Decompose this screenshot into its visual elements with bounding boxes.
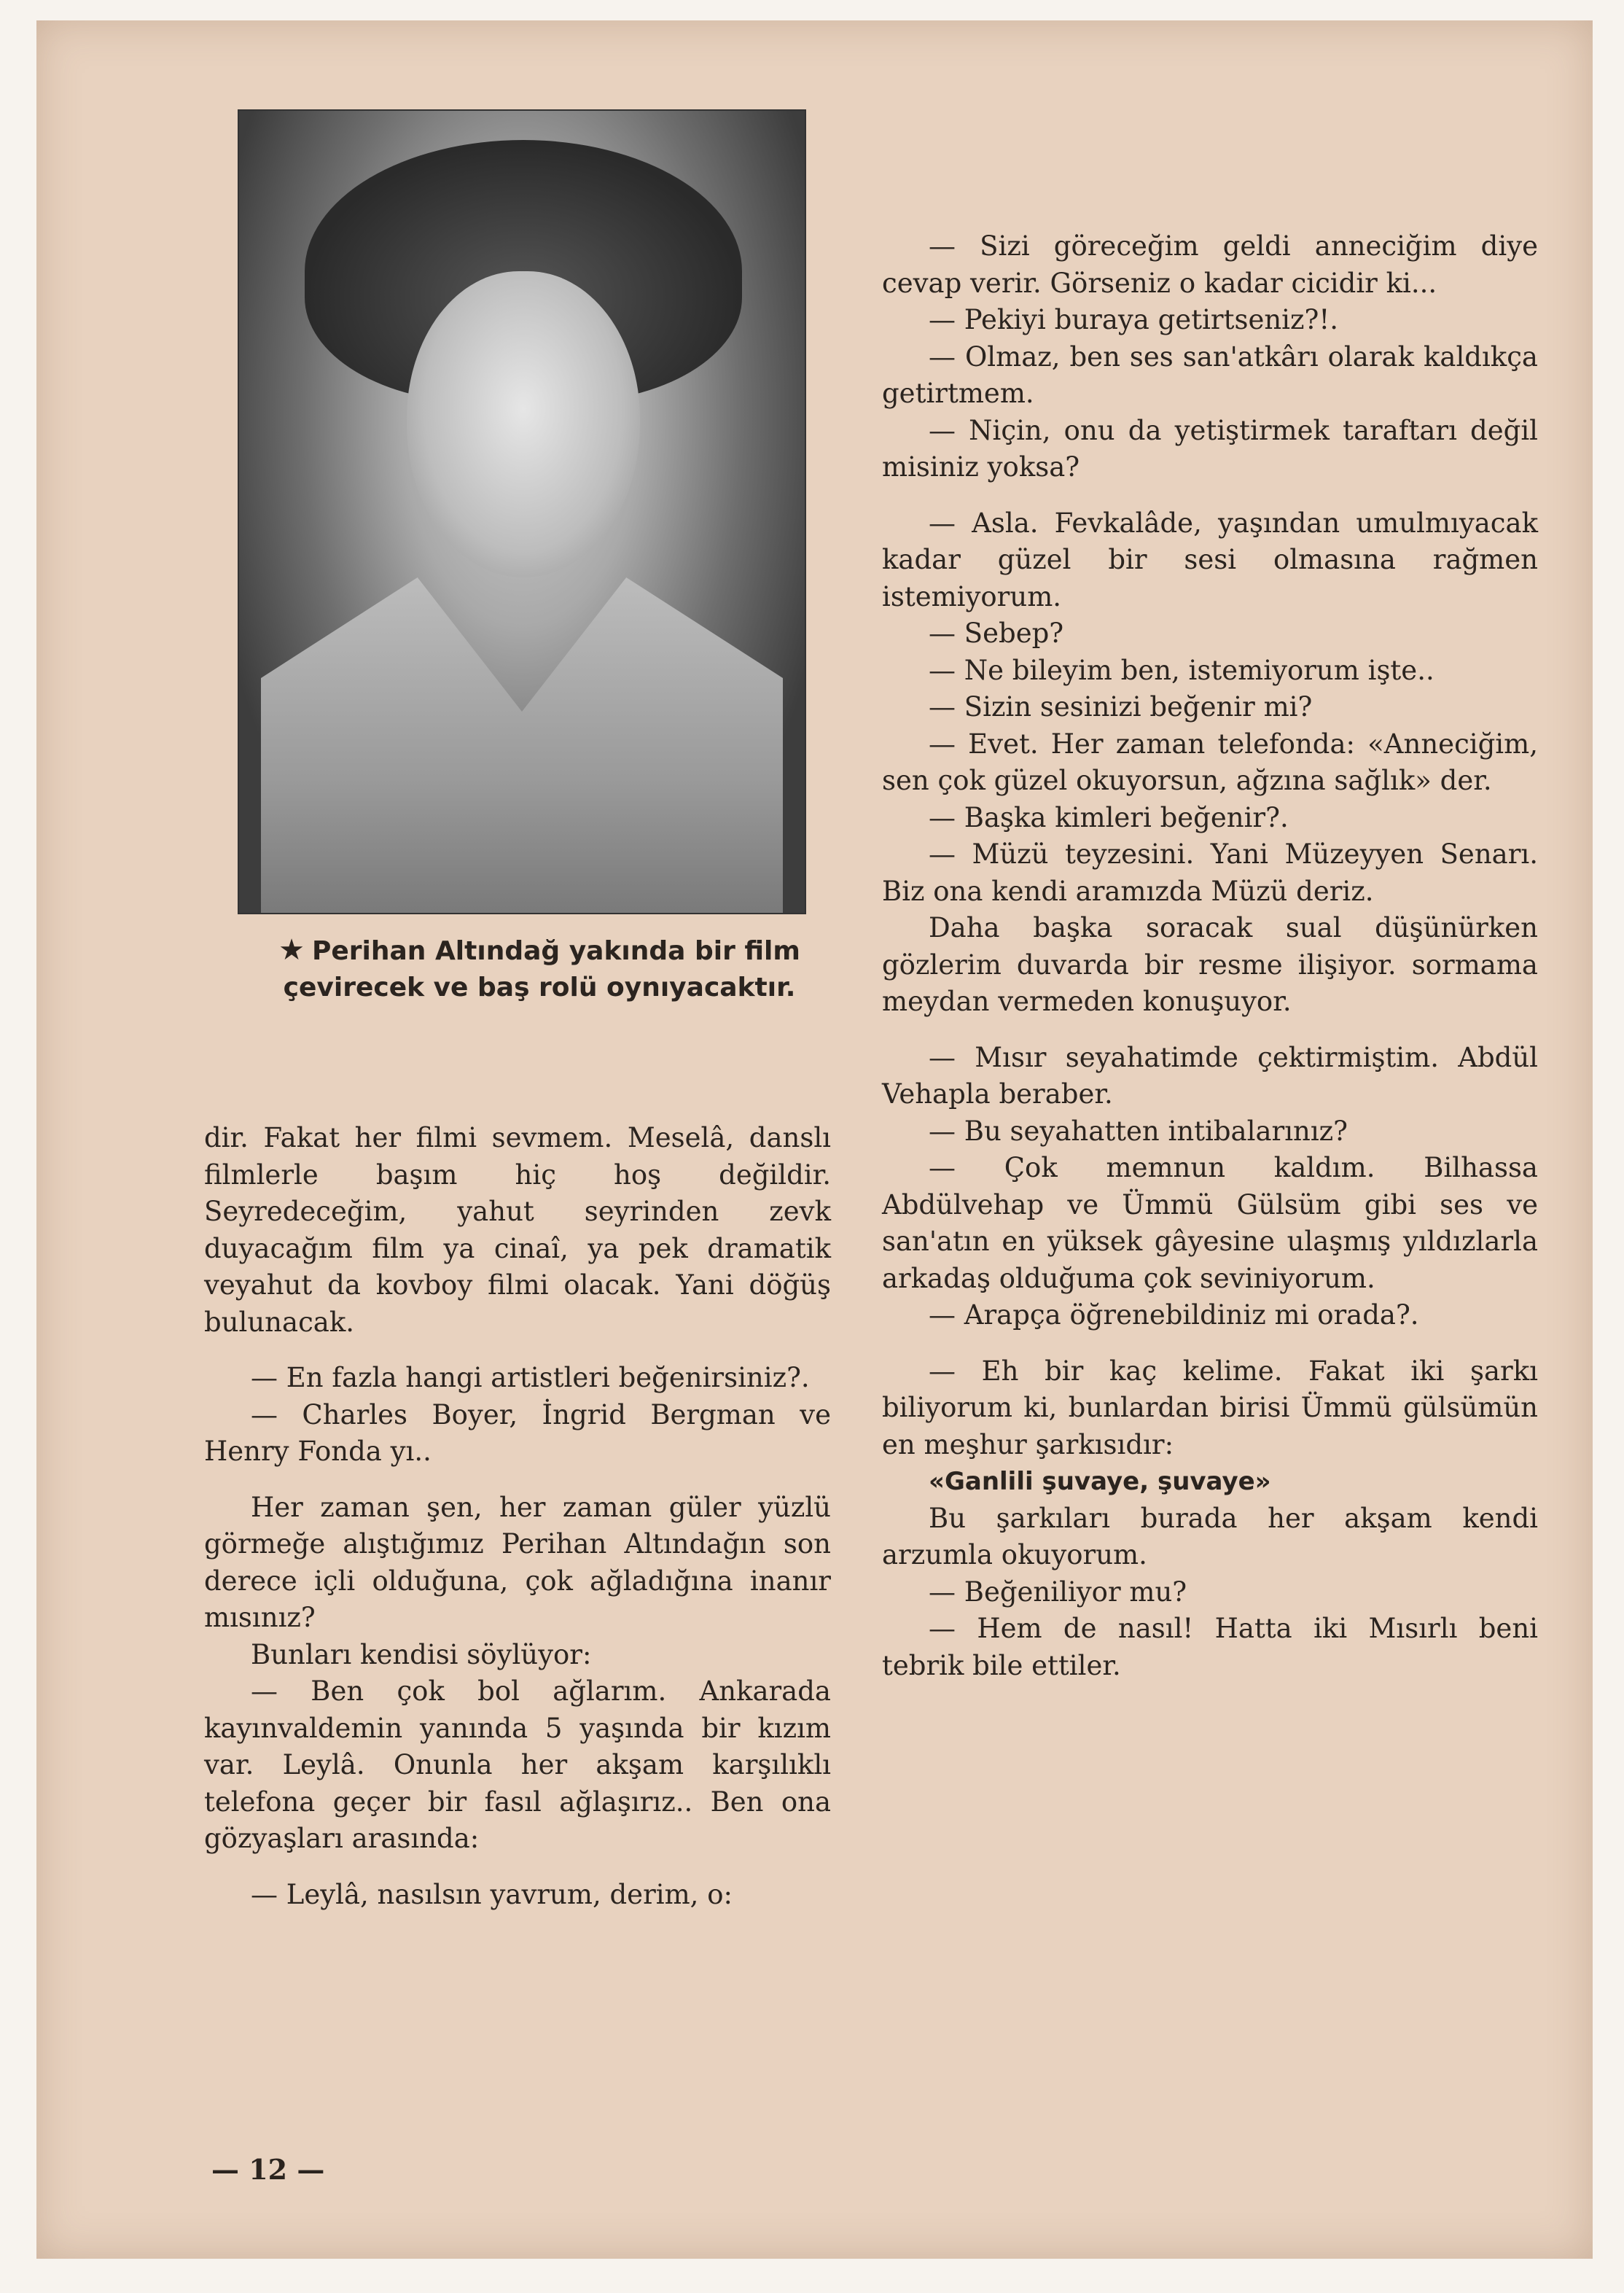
photo-caption xyxy=(248,932,831,1006)
paragraph: — Olmaz, ben ses san'atkârı olarak kaldıkça getirtmem. xyxy=(882,340,1538,409)
paragraph: — Başka kimleri beğenir?. xyxy=(929,801,1289,833)
page-number: — 12 — xyxy=(211,2153,325,2186)
paragraph: — Hem de nasıl! Hatta iki Mısırlı beni tebrik bile ettiler. xyxy=(882,1613,1538,1681)
paragraph: — Charles Boyer, İngrid Bergman ve Henry Fonda yı.. xyxy=(204,1398,831,1467)
paragraph: Her zaman şen, her zaman güler yüzlü görmeğe alıştığımız Perihan Altındağın son derece içli olduğuna, çok ağladığına inanır mısınız? xyxy=(204,1491,831,1633)
paragraph: Bunları kendisi söylüyor: xyxy=(251,1638,592,1670)
right-column xyxy=(882,228,1538,1684)
paragraph: — Asla. Fevkalâde, yaşından umulmıyacak kadar güzel bir sesi olmasına rağmen istemiyorum. xyxy=(882,507,1538,612)
paragraph: — Çok memnun kaldım. Bilhassa Abdülvehap ve Ümmü Gülsüm gibi ses ve san'atın en yüksek gâyesine ulaşmış yıldızlarla arkadaş olduğuma çok seviniyorum. xyxy=(882,1152,1538,1294)
star-icon: ★ xyxy=(278,933,305,967)
paragraph: — Ben çok bol ağlarım. Ankarada kayınvaldemin yanında 5 yaşında bir kızım var. Leylâ. Onunla her akşam karşılıklı telefona geçer bir fasıl ağlaşırız.. Ben ona gözyaşları arasında: xyxy=(204,1675,831,1854)
paragraph: — Mısır seyahatimde çektirmiştim. Abdül Vehapla beraber. xyxy=(882,1041,1538,1110)
paragraph: — Sizi göreceğim geldi anneciğim diye cevap verir. Görseniz o kadar cicidir ki... xyxy=(882,230,1538,299)
paragraph: — Sizin sesinizi beğenir mi? xyxy=(929,691,1313,723)
paragraph: — Arapça öğrenebildiniz mi orada?. xyxy=(929,1299,1419,1331)
paragraph: — Evet. Her zaman telefonda: «Anneciğim, sen çok güzel okuyorsun, ağzına sağlık» der. xyxy=(882,728,1538,796)
photo-face xyxy=(407,271,640,577)
song-title: «Ganlili şuvaye, şuvaye» xyxy=(929,1467,1271,1496)
paragraph: — En fazla hangi artistleri beğenirsiniz?. xyxy=(251,1362,810,1393)
paragraph: — Pekiyi buraya getirtseniz?!. xyxy=(929,304,1338,335)
caption-text: Perihan Altındağ yakında bir film çevirecek ve baş rolü oynıyacaktır. xyxy=(283,936,800,1003)
paragraph: Daha başka soracak sual düşünürken gözlerim duvarda bir resme ilişiyor. sormama meydan vermeden konuşuyor. xyxy=(882,912,1538,1017)
paragraph: Bu şarkıları burada her akşam kendi arzumla okuyorum. xyxy=(882,1502,1538,1570)
paragraph: — Eh bir kaç kelime. Fakat iki şarkı biliyorum ki, bunlardan birisi Ümmü gülsümün en meşhur şarkısıdır: xyxy=(882,1355,1538,1460)
photo-coat xyxy=(261,577,783,913)
paragraph: — Bu seyahatten intibalarınız? xyxy=(929,1115,1348,1147)
paragraph: — Ne bileyim ben, istemiyorum işte.. xyxy=(929,654,1434,686)
left-column xyxy=(204,1120,831,1913)
paragraph: — Müzü teyzesini. Yani Müzeyyen Senarı. Biz ona kendi aramızda Müzü deriz. xyxy=(882,838,1538,907)
paragraph: — Leylâ, nasılsın yavrum, derim, o: xyxy=(251,1878,733,1910)
magazine-page xyxy=(36,20,1593,2259)
paragraph: dir. Fakat her filmi sevmem. Meselâ, danslı filmlerle başım hiç hoş değildir. Seyredeceğim, yahut seyrinden zevk duyacağım film ya cinaî, ya pek dramatik veyahut da kovboy filmi olacak. Yani döğüş bulunacak. xyxy=(204,1122,831,1338)
paragraph: — Niçin, onu da yetiştirmek taraftarı değil misiniz yoksa? xyxy=(882,414,1538,483)
paragraph: — Beğeniliyor mu? xyxy=(929,1576,1187,1608)
paragraph: — Sebep? xyxy=(929,618,1064,649)
portrait-photo xyxy=(238,109,806,914)
